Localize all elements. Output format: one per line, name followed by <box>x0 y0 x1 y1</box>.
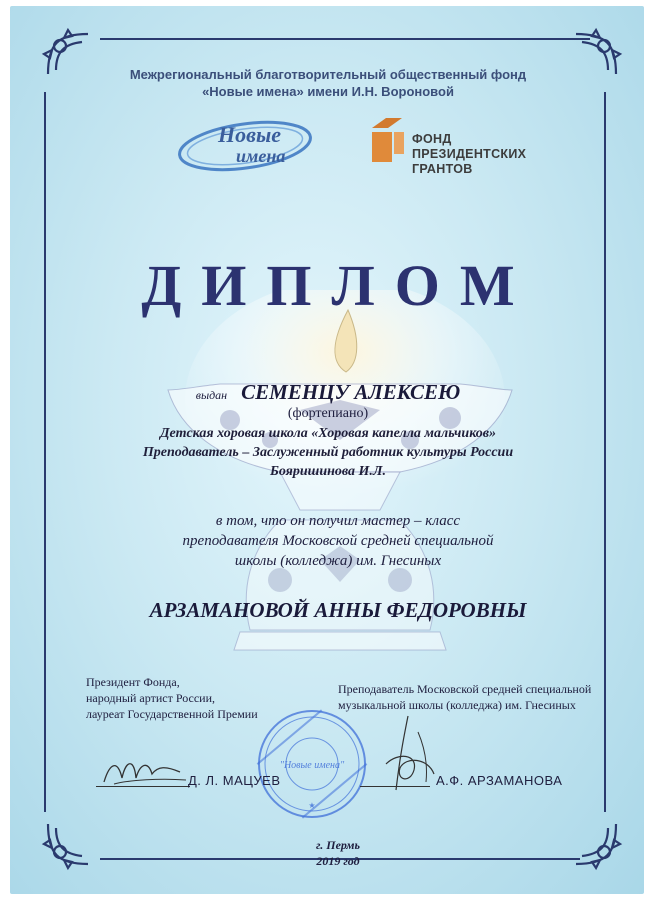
organization-header <box>0 66 656 100</box>
left-signatory-line3: лауреат Государственной Премии <box>86 707 258 721</box>
new-names-logo <box>170 108 320 180</box>
stamp-center-text: "Новые имена" <box>279 760 345 771</box>
round-stamp <box>256 708 368 820</box>
recipient-name: СЕМЕНЦУ АЛЕКСЕЮ <box>241 380 461 404</box>
right-signatory-line2: музыкальной школы (колледжа) им. Гнесиных <box>338 698 576 712</box>
right-signatory-title <box>338 681 591 713</box>
left-signatory-line2: народный артист России, <box>86 691 215 705</box>
teacher-title: Преподаватель – Заслуженный работник культуры России <box>142 445 514 460</box>
right-signatory-name: А.Ф. АРЗАМАНОВА <box>436 773 563 788</box>
right-signature-line <box>360 786 430 787</box>
right-signatory-line1: Преподаватель Московской средней специальной <box>338 682 592 696</box>
school-name: Детская хоровая школа «Хоровая капелла мальчиков» <box>159 426 497 441</box>
new-names-logo-word2: имена <box>236 146 286 166</box>
teacher-name: Бояришинова И.Л. <box>269 464 387 479</box>
recipient-row <box>0 380 656 405</box>
organization-line1: Межрегиональный благотворительный общественный фонд <box>129 67 527 82</box>
grant-text-line1: ФОНД <box>412 132 452 146</box>
organization-line2: «Новые имена» имени И.Н. Вороновой <box>202 84 454 99</box>
frame-top-line <box>100 38 590 40</box>
left-signatory-name: Д. Л. МАЦУЕВ <box>188 773 281 788</box>
body-text-line1: в том, что он получил мастер – класс <box>215 513 461 529</box>
city: г. Пермь <box>315 838 361 852</box>
grant-text-line3: ГРАНТОВ <box>412 162 473 176</box>
year: 2019 год <box>316 854 360 868</box>
issued-label: выдан <box>195 388 228 402</box>
left-signature-line <box>96 786 190 787</box>
diploma-title: ДИПЛОМ <box>141 253 535 318</box>
master-name: АРЗАМАНОВОЙ АННЫ ФЕДОРОВНЫ <box>149 598 527 622</box>
left-signatory-title <box>86 674 258 722</box>
svg-text:★: ★ <box>308 801 316 810</box>
body-text-line3: школы (колледжа) им. Гнесиных <box>234 553 442 569</box>
instrument: (фортепиано) <box>287 406 369 421</box>
left-signatory-line1: Президент Фонда, <box>86 675 180 689</box>
body-text-line2: преподавателя Московской средней специальной <box>182 533 494 549</box>
grant-text-line2: ПРЕЗИДЕНТСКИХ <box>412 147 527 161</box>
new-names-logo-word1: Новые <box>218 122 281 147</box>
presidential-grants-text <box>412 132 526 177</box>
